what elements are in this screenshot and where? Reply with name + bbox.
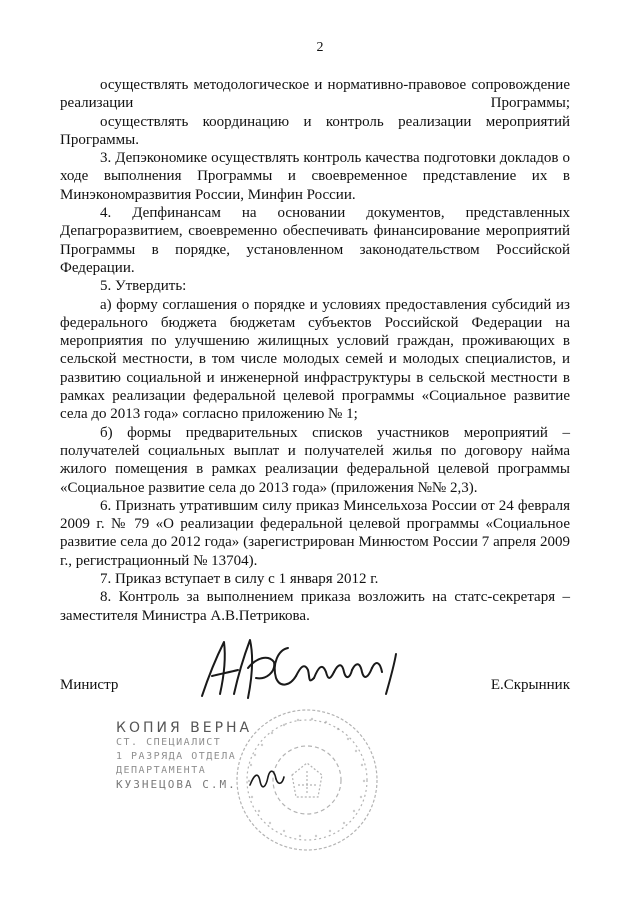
paragraph-5: 5. Утвердить: xyxy=(100,278,187,295)
copy-stamp-line: ДЕПАРТАМЕНТА xyxy=(116,765,207,776)
copy-certification-stamp xyxy=(116,720,252,792)
copy-stamp-line: КУЗНЕЦОВА С.М. xyxy=(116,778,237,791)
paragraph-3: 3. Депэкономике осуществлять контроль качества подготовки докладов о ходе выполнения Программы и своевременное представление их в Минэкономразвития России, Минфин России. xyxy=(60,150,570,203)
round-seal xyxy=(232,705,382,855)
paragraph-2: осуществлять координацию и контроль реализации мероприятий Программы. xyxy=(60,113,570,148)
page-number: 2 xyxy=(316,40,324,55)
copy-stamp-line: СТ. СПЕЦИАЛИСТ xyxy=(116,737,222,748)
signer-name: Е.Скрынник xyxy=(490,677,570,693)
paragraph-4: 4. Депфинансам на основании документов, представленных Депагроразвитием, своевременно обеспечивать финансирование мероприятий Программы в порядке, установленном законодательством Российской Федерации. xyxy=(60,205,570,276)
copy-stamp-heading: КОПИЯ ВЕРНА xyxy=(116,720,253,736)
signer-title: Министр xyxy=(60,677,119,693)
paragraph-7: б) формы предварительных списков участников мероприятий – получателей социальных выплат и получателей жилья по договору найма жилого помещения в рамках реализации федеральной целевой программы «Социальное развитие села до 2013 года» (приложения №№ 2,3). xyxy=(60,424,570,496)
paragraph-8: 6. Признать утратившим силу приказ Минсельхоза России от 24 февраля 2009 г. № 79 «О реализации федеральной целевой программы «Социальное развитие села до 2012 года» (зарегистрирован Минюстом России 7 апреля 2009 г., регистрационный № 13704). xyxy=(60,497,570,569)
paragraph-1: осуществлять методологическое и нормативно-правовое сопровождение реализации Программы; xyxy=(60,77,570,112)
copy-stamp-line: 1 РАЗРЯДА ОТДЕЛА xyxy=(116,751,237,762)
document-body xyxy=(60,76,570,625)
handwritten-signature xyxy=(190,628,420,708)
paragraph-9: 7. Приказ вступает в силу с 1 января 2012 г. xyxy=(100,571,379,588)
paragraph-10: 8. Контроль за выполнением приказа возложить на статс-секретаря – заместителя Министра А.В.Петрикова. xyxy=(60,589,570,624)
paragraph-6: а) форму соглашения о порядке и условиях предоставления субсидий из федерального бюджета бюджетам субъектов Российской Федерации на мероприятия по улучшению жилищных условий граждан, проживающих в сельской местности, в том числе молодых семей и молодых специалистов, и развитию социальной и инженерной инфраструктуры в сельской местности в рамках реализации федеральной целевой программы «Социальное развитие села до 2013 года» согласно приложению № 1; xyxy=(60,296,570,423)
